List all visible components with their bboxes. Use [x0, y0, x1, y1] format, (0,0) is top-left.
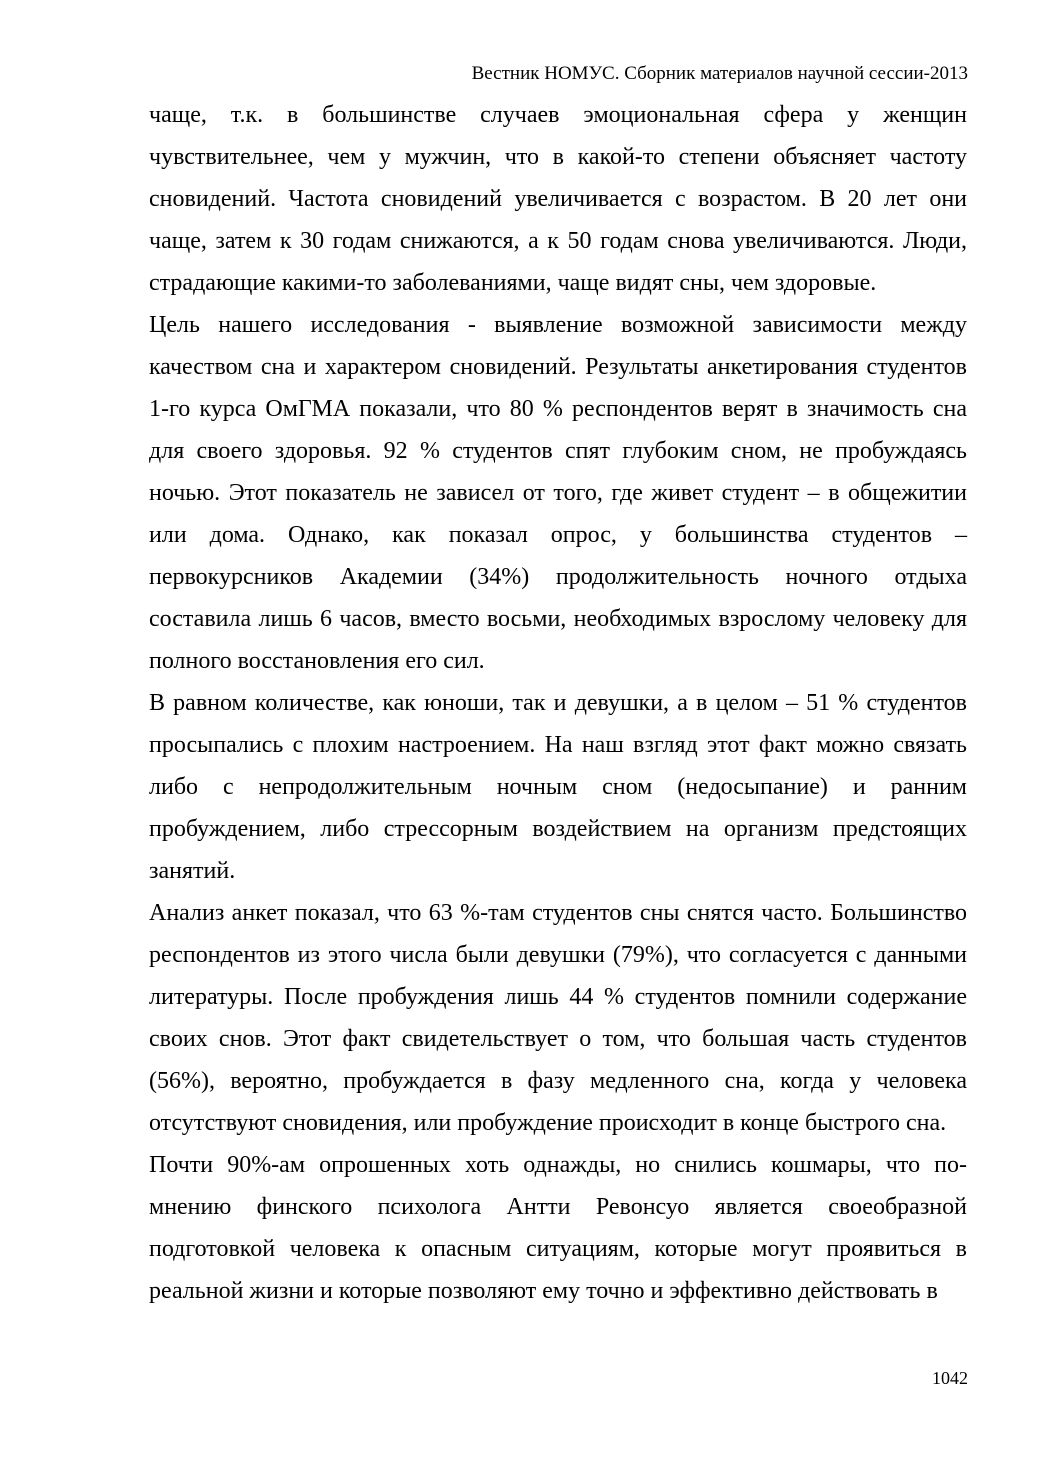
paragraph: Почти 90%-ам опрошенных хоть однажды, но снились кошмары, что по-мнению финского психолога Антти Ревонсуо является своеобразной подготовкой человека к опасным ситуациям, которые могут проявиться в реальной жизни и которые позволяют ему точно и эффективно действовать в — [149, 1152, 967, 1304]
paragraph: Цель нашего исследования - выявление возможной зависимости между качеством сна и характером сновидений. Результаты анкетирования студентов 1-го курса ОмГМА показали, что 80 % респондентов верят в значимость сна для своего здоровья. 92 % студентов спят глубоким сном, не пробуждаясь ночью. Этот показатель не зависел от того, где живет студент – в общежитии или дома. Однако, как показал опрос, у большинства студентов – первокурсников Академии (34%) продолжительность ночного отдыха составила лишь 6 часов, вместо восьми, необходимых взрослому человеку для полного восстановления его сил. — [149, 312, 967, 674]
paragraph: В равном количестве, как юноши, так и девушки, а в целом – 51 % студентов просыпались с плохим настроением. На наш взгляд этот факт можно связать либо с непродолжительным ночным сном (недосыпание) и ранним пробуждением, либо стрессорным воздействием на организм предстоящих занятий. — [149, 690, 967, 884]
paragraph: Анализ анкет показал, что 63 %-там студентов сны снятся часто. Большинство респондентов из этого числа были девушки (79%), что согласуется с данными литературы. После пробуждения лишь 44 % студентов помнили содержание своих снов. Этот факт свидетельствует о том, что большая часть студентов (56%), вероятно, пробуждается в фазу медленного сна, когда у человека отсутствуют сновидения, или пробуждение происходит в конце быстрого сна. — [149, 900, 967, 1136]
article-body — [149, 94, 967, 1312]
running-header: Вестник НОМУС. Сборник материалов научной сессии-2013 — [471, 63, 968, 84]
page-number: 1042 — [932, 1368, 968, 1388]
paragraph: чаще, т.к. в большинстве случаев эмоциональная сфера у женщин чувствительнее, чем у мужчин, что в какой-то степени объясняет частоту сновидений. Частота сновидений увеличивается с возрастом. В 20 лет они чаще, затем к 30 годам снижаются, а к 50 годам снова увеличиваются. Люди, страдающие какими-то заболеваниями, чаще видят сны, чем здоровые. — [149, 102, 967, 296]
